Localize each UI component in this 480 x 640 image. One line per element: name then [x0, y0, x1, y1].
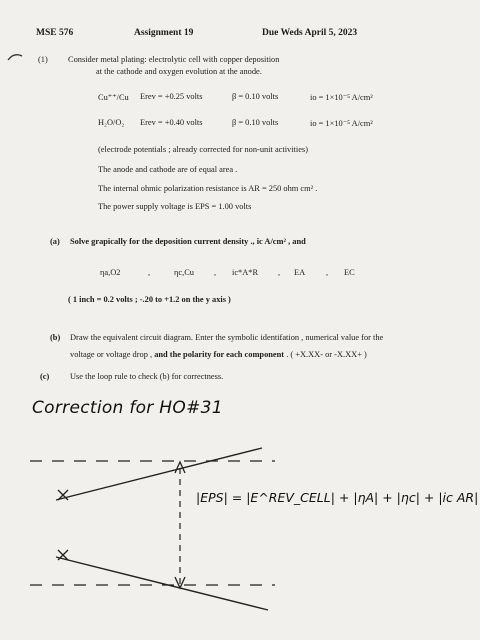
- part-c-text: Use the loop rule to check (b) for correctness.: [70, 372, 224, 381]
- part-b-line2: voltage or voltage drop , and the polarity for each component . ( +X.XX- or -X.XX+ ): [70, 350, 367, 359]
- term-icar: ic*A*R: [232, 268, 259, 277]
- due-date: Due Weds April 5, 2023: [262, 28, 358, 38]
- cathodic-polarization-line: [56, 557, 268, 610]
- cu-io: io = 1×10⁻⁵ A/cm²: [310, 93, 373, 102]
- problem-intro-line2: at the cathode and oxygen evolution at the anode.: [96, 67, 262, 76]
- term-ea: EA: [294, 268, 306, 277]
- part-b-label: (b): [50, 333, 61, 342]
- term-sep: ,: [148, 268, 151, 277]
- anodic-polarization-line: [56, 448, 262, 500]
- o2-beta: β = 0.10 volts: [232, 118, 279, 127]
- handwritten-heading: Correction for HO#31: [32, 398, 223, 418]
- part-c-label: (c): [40, 372, 50, 381]
- supply-note: The power supply voltage is EPS = 1.00 volts: [98, 202, 252, 211]
- term-sep: ,: [326, 268, 329, 277]
- part-a-label: (a): [50, 237, 60, 246]
- potentials-note: (electrode potentials ; already corrected for non-unit activities): [98, 145, 308, 154]
- o2-io: io = 1×10⁻⁵ A/cm²: [310, 119, 373, 128]
- axis-scale-note: ( 1 inch = 0.2 volts ; -.20 to +1.2 on the y axis ): [68, 295, 231, 304]
- course-code: MSE 576: [36, 28, 74, 38]
- o2-erev: Erev = +0.40 volts: [140, 118, 203, 127]
- cu-couple: Cu⁺⁺/Cu: [98, 93, 129, 102]
- term-sep: ,: [214, 268, 217, 277]
- part-b-line1: Draw the equivalent circuit diagram. Enter the symbolic identifation , numerical value for the: [70, 333, 384, 342]
- assignment-title: Assignment 19: [134, 28, 194, 38]
- cu-beta: β = 0.10 volts: [232, 92, 279, 101]
- problem-intro-line1: Consider metal plating: electrolytic cell with copper deposition: [68, 55, 280, 64]
- resistance-note: The internal ohmic polarization resistance is AR = 250 ohm cm² .: [98, 184, 318, 193]
- problem-number: (1): [38, 55, 48, 64]
- term-sep: ,: [278, 268, 281, 277]
- hole-punch-mark: [8, 55, 22, 60]
- term-eta-c: ηc,Cu: [174, 268, 194, 277]
- area-note: The anode and cathode are of equal area .: [98, 165, 238, 174]
- handwritten-equation: |EPS| = |E^REV_CELL| + |ηA| + |ηc| + |ic AR|: [196, 490, 479, 505]
- o2-couple: H₂O/O₂: [98, 118, 125, 127]
- cu-erev: Erev = +0.25 volts: [140, 92, 203, 101]
- term-eta-a: ηa,O2: [100, 268, 121, 277]
- term-ec: EC: [344, 268, 355, 277]
- part-a-text: Solve grapically for the deposition current density ., ic A/cm² , and: [70, 237, 306, 246]
